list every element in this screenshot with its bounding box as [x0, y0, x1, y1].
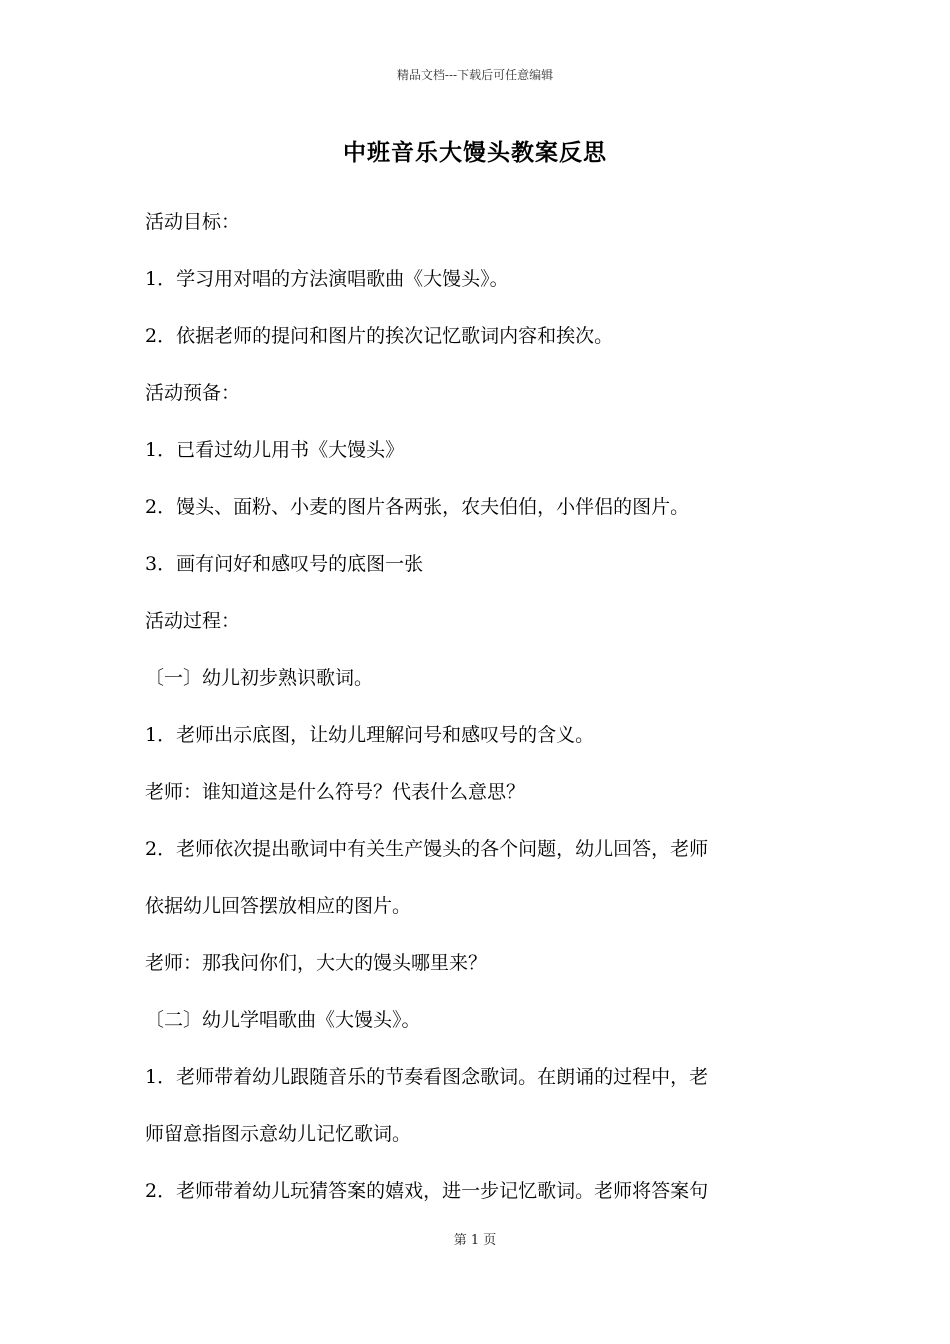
text-line: 1．老师带着幼儿跟随音乐的节奏看图念歌词。在朗诵的过程中，老	[145, 1066, 709, 1088]
text-line: 1．已看过幼儿用书《大馒头》	[145, 439, 405, 461]
text-line: 活动预备：	[145, 382, 241, 404]
text-line: 依据幼儿回答摆放相应的图片。	[145, 895, 412, 917]
text-line: 老师：谁知道这是什么符号？代表什么意思？	[145, 781, 526, 803]
text-line: 2．老师带着幼儿玩猜答案的嬉戏，进一步记忆歌词。老师将答案句	[145, 1180, 709, 1202]
text-line: 〔二〕幼儿学唱歌曲《大馒头》。	[145, 1009, 421, 1031]
text-line: 老师：那我问你们，大大的馒头哪里来？	[145, 952, 488, 974]
text-line: 2．依据老师的提问和图片的挨次记忆歌词内容和挨次。	[145, 325, 614, 347]
text-line: 1．学习用对唱的方法演唱歌曲《大馒头》。	[145, 268, 509, 290]
text-line: 3．画有问好和感叹号的底图一张	[145, 553, 424, 575]
text-line: 活动过程：	[145, 610, 241, 632]
page-header: 精品文档---下载后可任意编辑	[396, 68, 554, 82]
text-line: 1．老师出示底图，让幼儿理解问号和感叹号的含义。	[145, 724, 595, 746]
page-number: 第 1 页	[453, 1233, 497, 1248]
text-line: 师留意指图示意幼儿记忆歌词。	[145, 1123, 412, 1145]
text-line: 2．馒头、面粉、小麦的图片各两张，农夫伯伯，小伴侣的图片。	[145, 496, 690, 518]
document-title: 中班音乐大馒头教案反思	[343, 139, 607, 166]
text-line: 2．老师依次提出歌词中有关生产馒头的各个问题，幼儿回答，老师	[145, 838, 709, 860]
text-line: 活动目标：	[145, 211, 241, 233]
text-line: 〔一〕幼儿初步熟识歌词。	[145, 667, 374, 689]
